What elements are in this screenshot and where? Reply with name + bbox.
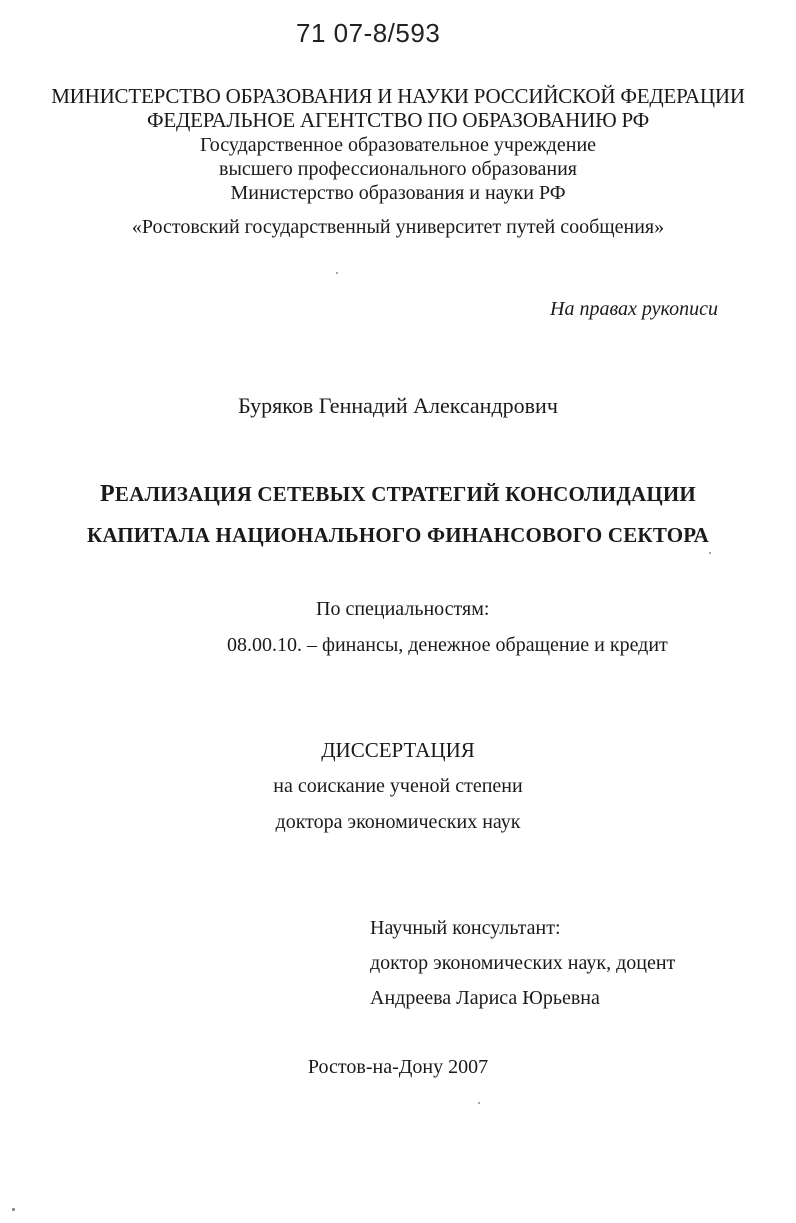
title-initial-capital: Р	[100, 481, 115, 507]
dissertation-line-2: доктора экономических наук	[275, 811, 521, 833]
manuscript-note: На правах рукописи	[550, 298, 718, 320]
place-and-year: Ростов-на-Дону 2007	[307, 1056, 489, 1078]
title-line-1-text: ЕАЛИЗАЦИЯ СЕТЕВЫХ СТРАТЕГИЙ КОНСОЛИДАЦИИ	[114, 482, 696, 506]
institution-line-3: Министерство образования и науки РФ	[230, 182, 566, 204]
dissertation-line-1: на соискание ученой степени	[273, 775, 523, 797]
specialty-value: 08.00.10. – финансы, денежное обращение и кредит	[227, 634, 668, 656]
thesis-title-line-2: КАПИТАЛА НАЦИОНАЛЬНОГО ФИНАНСОВОГО СЕКТОРА	[87, 523, 709, 547]
institution-line-2: высшего профессионального образования	[219, 158, 577, 180]
consultant-name: Андреева Лариса Юрьевна	[370, 987, 600, 1009]
thesis-title-line-1	[0, 481, 796, 508]
ministry-heading: МИНИСТЕРСТВО ОБРАЗОВАНИЯ И НАУКИ РОССИЙСКОЙ ФЕДЕРАЦИИ	[51, 84, 745, 108]
agency-heading: ФЕДЕРАЛЬНОЕ АГЕНТСТВО ПО ОБРАЗОВАНИЮ РФ	[146, 108, 650, 132]
specialty-label: По специальностям:	[316, 598, 490, 620]
consultant-label: Научный консультант:	[370, 917, 561, 939]
archive-stamp: 71 07-8/593	[296, 18, 441, 48]
institution-line-1: Государственное образовательное учреждение	[199, 134, 597, 156]
scan-speck	[336, 272, 338, 274]
scan-speck	[478, 1102, 480, 1104]
scan-speck	[709, 552, 711, 554]
author-name: Буряков Геннадий Александрович	[238, 393, 558, 418]
university-name: «Ростовский государственный университет путей сообщения»	[131, 216, 665, 238]
dissertation-heading: ДИССЕРТАЦИЯ	[321, 738, 475, 762]
consultant-degree: доктор экономических наук, доцент	[370, 952, 676, 974]
scan-speck	[12, 1208, 15, 1211]
